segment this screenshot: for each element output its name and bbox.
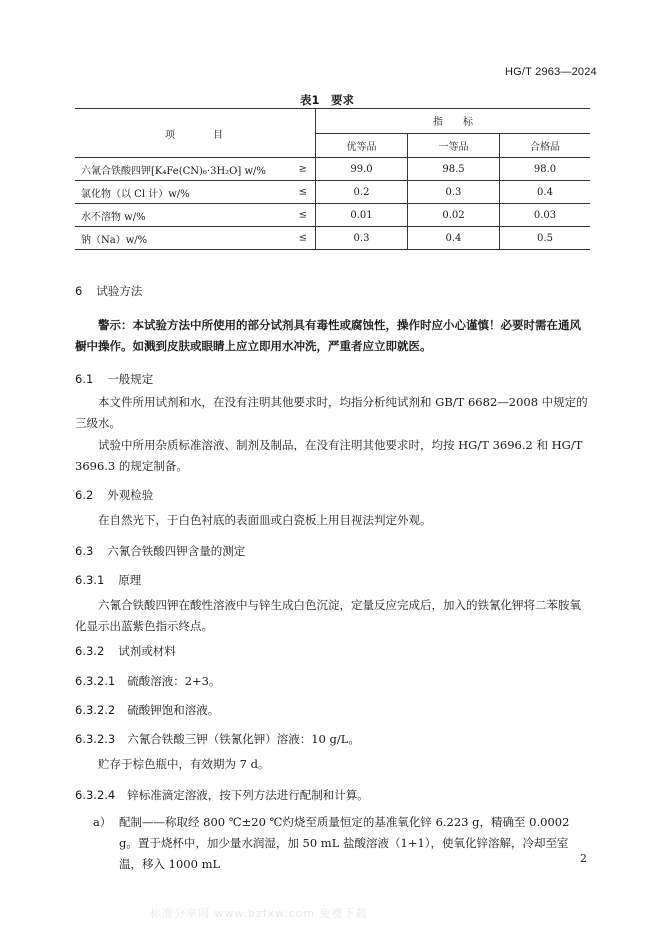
safety-warning: 警示：本试验方法中所使用的部分试剂具有毒性或腐蚀性，操作时应小心谨慎！必要时需在通风橱中操作。如溅到皮肤或眼睛上应立即用水冲洗，严重者应立即就医。 [75,318,581,353]
reagent-item: 6.3.2.1 硫酸溶液：2+3。 [75,674,221,688]
list-item-a-text: 配制——称取经 800 ℃±20 ℃灼烧至质量恒定的基准氧化锌 6.223 g，精确至 0.0002 g。置于烧杯中，加少量水润湿，加 50 mL 盐酸溶液（1+1），使氧化锌溶解，冷却至室温，移入 1000 mL [119,815,570,871]
reagent-item: 6.3.2.2 硫酸钾饱和溶液。 [75,703,220,717]
row-item: 六氰合铁酸四钾[K₄Fe(CN)₆·3H₂O] w/% ≥ [75,158,316,181]
row-value: 0.01 [316,204,408,227]
row-value: 0.02 [407,204,499,227]
section-6-heading: 6 试验方法 [75,284,143,298]
reagent-item: 6.3.2.3 六氰合铁酸三钾（铁氰化钾）溶液：10 g/L。 [75,732,360,746]
table-row [75,204,590,227]
section-6-3-1-heading: 6.3.1 原理 [75,573,142,587]
row-value: 0.3 [407,181,499,204]
table-header-index: 指 标 [316,109,591,134]
grade-header: 一等品 [407,133,499,158]
row-value: 0.4 [407,227,499,250]
section-6-1-para-2: 试验中所用杂质标准溶液、制剂及制品，在没有注明其他要求时，均按 HG/T 3696.2 和 HG/T 3696.3 的规定制备。 [75,438,583,473]
row-item: 钠（Na）w/% ≤ [75,227,316,250]
section-6-2-para-1: 在自然光下，于白色衬底的表面皿或白瓷板上用目视法判定外观。 [98,513,432,527]
grade-header: 优等品 [316,133,408,158]
reagent-item: 6.3.2.4 锌标准滴定溶液，按下列方法进行配制和计算。 [75,788,369,802]
page-number: 2 [580,852,587,865]
row-value: 0.3 [316,227,408,250]
row-value: 0.4 [499,181,590,204]
grade-header: 合格品 [499,133,590,158]
table-caption: 表1 要求 [300,93,355,107]
requirements-table [75,108,590,250]
watermark: 标准分享网 www.bzfxw.com 免费下载 [150,907,368,920]
section-6-3-2-heading: 6.3.2 试剂或材料 [75,644,176,658]
row-value: 98.5 [407,158,499,181]
row-item: 氯化物（以 Cl 计）w/% ≤ [75,181,316,204]
table-row [75,181,590,204]
table-row [75,158,590,181]
storage-note: 贮存于棕色瓶中，有效期为 7 d。 [98,757,270,771]
row-value: 99.0 [316,158,408,181]
section-6-2-heading: 6.2 外观检验 [75,488,154,502]
row-value: 0.5 [499,227,590,250]
row-value: 0.03 [499,204,590,227]
row-value: 0.2 [316,181,408,204]
row-item: 水不溶物 w/% ≤ [75,204,316,227]
table-row [75,227,590,250]
list-item-a: a） 配制——称取经 800 ℃±20 ℃灼烧至质量恒定的基准氧化锌 6.223 g，精确至 0.0002 g。置于烧杯中，加少量水润湿，加 50 mL 盐酸溶液（1+1），使氧化锌溶解，冷却至室温，移入 1000 mL [93,812,590,875]
section-6-1-para-1: 本文件所用试剂和水，在没有注明其他要求时，均指分析纯试剂和 GB/T 6682—2008 中规定的三级水。 [75,395,588,430]
section-6-1-heading: 6.1 一般规定 [75,372,154,386]
section-6-3-heading: 6.3 六氰合铁酸四钾含量的测定 [75,544,246,558]
section-6-3-1-para-1: 六氰合铁酸四钾在酸性溶液中与锌生成白色沉淀，定量反应完成后，加入的铁氰化钾将二苯胺氧化显示出蓝紫色指示终点。 [75,598,581,633]
row-value: 98.0 [499,158,590,181]
table-header-item: 项 目 [75,109,316,158]
document-code: HG/T 2963—2024 [505,66,597,78]
